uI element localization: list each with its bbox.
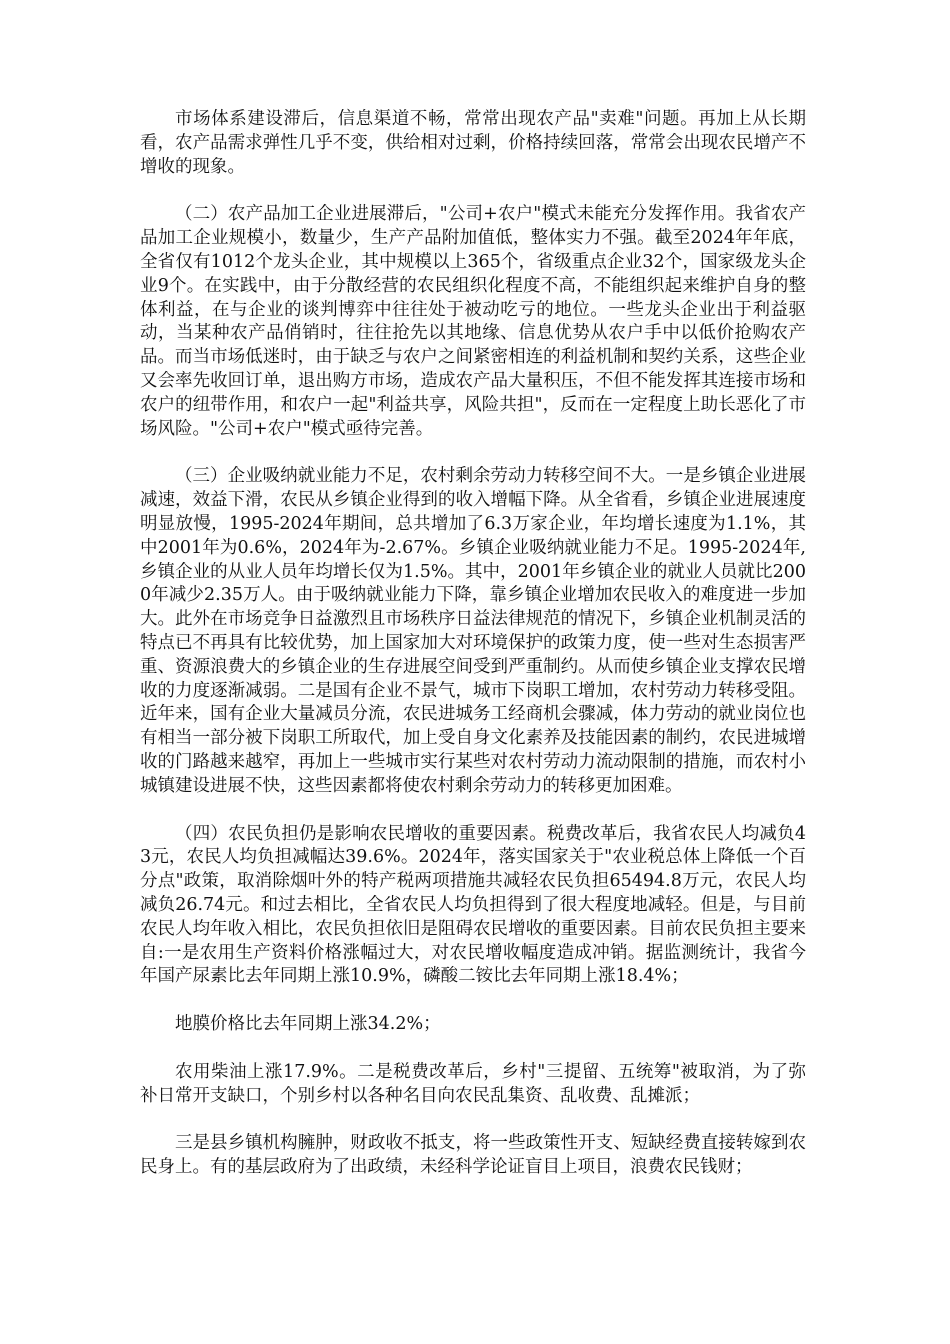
paragraph-market-system: 市场体系建设滞后，信息渠道不畅，常常出现农产品"卖难"问题。再加上从长期看，农产品需求弹性几乎不变，供给相对过剩，价格持续回落，常常会出现农民增产不增收的现象。 xyxy=(140,109,806,177)
document-page xyxy=(140,108,806,1204)
paragraph-diesel-price: 农用柴油上涨17.9%。二是税费改革后，乡村"三提留、五统筹"被取消，为了弥补日常开支缺口，个别乡村以各种名目向农民乱集资、乱收费、乱摊派； xyxy=(140,1061,806,1106)
paragraph-township-institutions: 三是县乡镇机构臃肿，财政收不抵支，将一些政策性开支、短缺经费直接转嫁到农民身上。有的基层政府为了出政绩，未经科学论证盲目上项目，浪费农民钱财； xyxy=(140,1133,806,1178)
paragraph-processing-enterprises: （二）农产品加工企业进展滞后，"公司+农户"模式未能充分发挥作用。我省农产品加工企业规模小，数量少，生产产品附加值低，整体实力不强。截至2024年年底，全省仅有1012个龙头企业，其中规模以上365个，省级重点企业32个，国家级龙头企业9个。在实践中，由于分散经营的农民组织化程度不高，不能组织起来维护自身的整体利益，在与企业的谈判博弈中往往处于被动吃亏的地位。一些龙头企业出于利益驱动，当某种农产品俏销时，往往抢先以其地缘、信息优势从农户手中以低价抢购农产品。而当市场低迷时，由于缺乏与农户之间紧密相连的利益机制和契约关系，这些企业又会率先收回订单，退出购方市场，造成农产品大量积压，不但不能发挥其连接市场和农户的纽带作用，和农户一起"利益共享，风险共担"，反而在一定程度上助长恶化了市场风险。"公司+农户"模式亟待完善。 xyxy=(140,204,806,439)
paragraph-farmer-burden: （四）农民负担仍是影响农民增收的重要因素。税费改革后，我省农民人均减负43元，农民人均负担减幅达39.6%。2024年，落实国家关于"农业税总体上降低一个百分点"政策，取消除烟叶外的特产税两项措施共减轻农民负担65494.8万元，农民人均减负26.74元。和过去相比，全省农民人均负担得到了很大程度地减轻。但是，与目前农民人均年收入相比，农民负担依旧是阻碍农民增收的重要因素。目前农民负担主要来自:一是农用生产资料价格涨幅过大，对农民增收幅度造成冲销。据监测统计，我省今年国产尿素比去年同期上涨10.9%，磷酸二铵比去年同期上涨18.4%； xyxy=(140,823,806,987)
paragraph-plastic-film-price: 地膜价格比去年同期上涨34.2%； xyxy=(175,1014,441,1035)
paragraph-employment-capacity: （三）企业吸纳就业能力不足，农村剩余劳动力转移空间不大。一是乡镇企业进展减速，效益下滑，农民从乡镇企业得到的收入增幅下降。从全省看，乡镇企业进展速度明显放慢，1995-2024年期间，总共增加了6.3万家企业，年均增长速度为1.1%，其中2001年为0.6%，2024年为-2.67%。乡镇企业吸纳就业能力不足。1995-2024年, 乡镇企业的从业人员年均增长仅为1.5%。其中，2001年乡镇企业的就业人员就比2000年减少2.35万人。由于吸纳就业能力下降，靠乡镇企业增加农民收入的难度进一步加大。此外在市场竞争日益激烈且市场秩序日益法律规范的情况下，乡镇企业机制灵活的特点已不再具有比较优势，加上国家加大对环境保护的政策力度，使一些对生态损害严重、资源浪费大的乡镇企业的生存进展空间受到严重制约。从而使乡镇企业支撑农民增收的力度逐渐减弱。二是国有企业不景气，城市下岗职工增加，农村劳动力转移受阻。近年来，国有企业大量减员分流，农民进城务工经商机会骤减，体力劳动的就业岗位也有相当一部分被下岗职工所取代，加上受自身文化素养及技能因素的制约，农民进城增收的门路越来越窄，再加上一些城市实行某些对农村劳动力流动限制的措施，而农村小城镇建设进展不快，这些因素都将使农村剩余劳动力的转移更加困难。 xyxy=(140,466,806,796)
